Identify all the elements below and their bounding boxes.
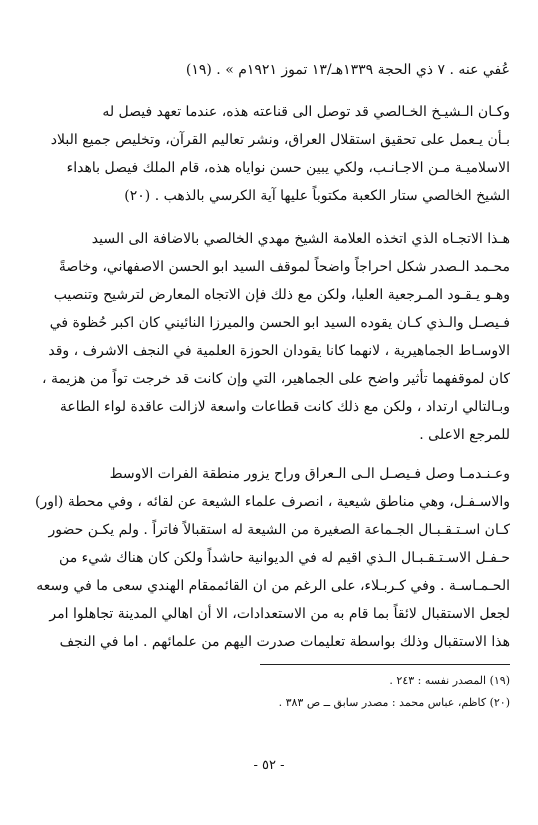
page-number: - ٥٢ -: [253, 758, 285, 773]
paragraph-3-line: حـفـل الاسـتـقـبـال الـذي اقيم له في الديوانية حاشداً ولكن كان هناك شيء من: [59, 550, 510, 566]
paragraph-2-line: فـيصـل والـذي كـان يقوده السيد ابو الحسن والميرزا النائيني كان اكبر حُظوة في: [49, 315, 510, 331]
paragraph-3-line: كـان اسـتـقـبـال الجـماعة الصغيرة من الشيعة له استقبالاً فاتراً . ولم يكـن حضور: [48, 522, 510, 538]
paragraph-3-line: وعـنـدمـا وصل فـيصـل الـى الـعراق وراح يزور منطقة الفرات الاوسط: [109, 466, 510, 482]
paragraph-3-line: هذا الاستقبال وذلك بواسطة تعليمات صدرت اليهم من علمائهم . اما في النجف: [59, 634, 510, 650]
footnote-divider: [260, 664, 510, 665]
paragraph-3-line: لجعل الاستقبال لائقاً بما قام به من الاستعدادات، الا أن اهالي المدينة تجاهلوا امر: [49, 606, 510, 622]
paragraph-2-line: محـمد الـصدر شكل احراجاً واضحاً لموقف السيد ابو الحسن الاصفهاني، وخاصةً: [58, 259, 510, 275]
paragraph-1: [32, 98, 510, 210]
paragraph-1-line: الاسلاميـة مـن الاجـانـب، ولكي يبين حسن نواياه هذه، قام الملك فيصل باهداء: [66, 160, 510, 176]
footnote-20: (٢٠) كاظم، عباس محمد : مصدر سابق ــ ص ٣٨٣ .: [278, 696, 510, 709]
paragraph-3: [32, 460, 510, 656]
footnote-19: (١٩) المصدر نفسه : ٢٤٣ .: [389, 674, 510, 687]
paragraph-3-line: والاسـفـل، وهي مناطق شيعية ، انصرف علماء الشيعة عن لقائه ، وفي محطة (اور): [35, 494, 510, 510]
paragraph-2-line: للمرجع الاعلى .: [419, 427, 510, 443]
paragraph-1-line: وكـان الـشيـخ الخـالصي قد توصل الى قناعته هذه، عندما تعهد فيصل له: [102, 104, 510, 120]
paragraph-2-line: وهـو يـقـود المـرجعية العليا، ولكن مع ذلك فإن الاتجاه المعارض لترشيح وتنصيب: [53, 287, 510, 303]
footnotes: [32, 670, 510, 714]
paragraph-2-line: وبـالتالي ارتداد ، ولكن مع ذلك كانت قطاعات واسعة لازالت عاقدة لواء الطاعة: [59, 399, 510, 415]
paragraph-1-line: الشيخ الخالصي ستار الكعبة مكتوباً عليها آية الكرسي بالذهب . (٢٠): [124, 188, 510, 204]
paragraph-2-line: كان لموقفهما تأثير واضح على الجماهير، التي وإن كانت قد خرجت تواً من هزيمة ،: [41, 371, 510, 387]
paragraph-2: [32, 225, 510, 449]
paragraph-0-line: عُفي عنه . ٧ ذي الحجة ١٣٣٩هـ/١٣ تموز ١٩٢١م » . (١٩): [185, 62, 510, 78]
paragraph-3-line: الحـمـاسـة . وفي كـربـلاء، على الرغم من ان القائممقام الهندي سعى ما في وسعه: [36, 578, 510, 594]
paragraph-0: [32, 56, 510, 84]
paragraph-1-line: بـأن يـعمل على تحقيق استقلال العراق، ونشر تعاليم القرآن، وتخليص جميع البلاد: [50, 132, 510, 148]
paragraph-2-line: هـذا الاتجـاه الذي اتخذه العلامة الشيخ مهدي الخالصي بالاضافة الى السيد: [91, 231, 510, 247]
paragraph-2-line: الاوسـاط الجماهيرية ، لانهما كانا يقودان الحوزة العلمية في النجف الاشرف ، وقد: [48, 343, 510, 359]
